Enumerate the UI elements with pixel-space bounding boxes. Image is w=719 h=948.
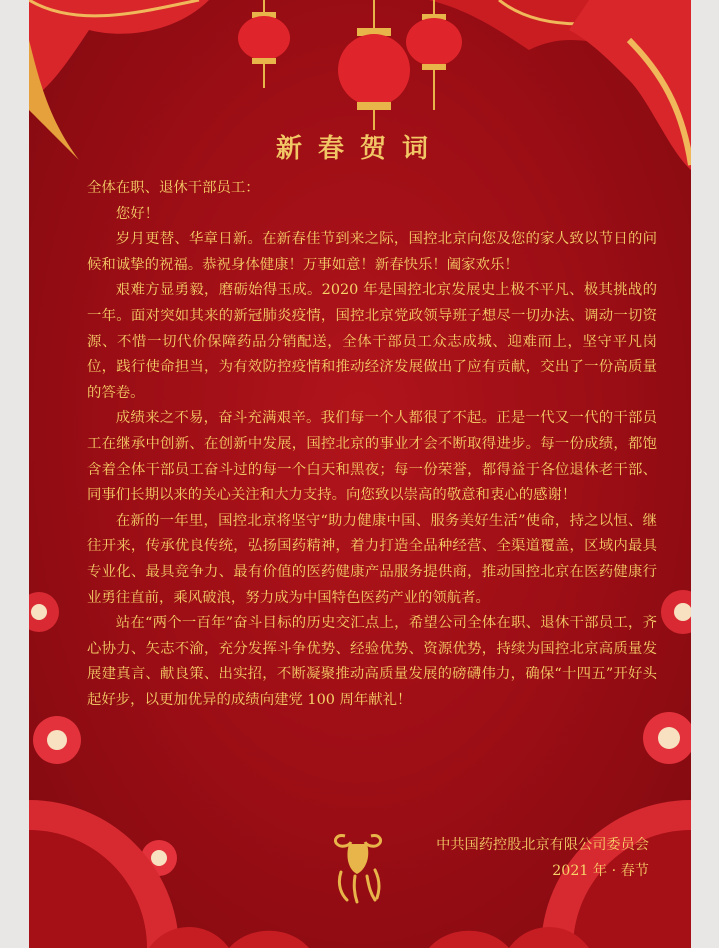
lantern-right: [406, 0, 462, 110]
cloud-left: [149, 927, 309, 948]
salutation: 全体在职、退休干部员工：: [87, 180, 260, 196]
greeting: 您好！: [115, 205, 159, 222]
paragraph-3: 成绩来之不易，奋斗充满艰辛。我们每一个人都很了不起。正是一代又一代的干部员工在继承中创新、在创新中发展，国控北京的事业才会不断取得进步。每一份成绩，都饱含着全体干部员工奋斗过的每一个白天和黑夜；每一份荣誉，都得益于各位退休老干部、同事们长期以来的关心关注和大力支持。向您致以崇高的敬意和衷心的感谢！: [87, 410, 657, 504]
paragraph-5: 站在“两个一百年”奋斗目标的历史交汇点上，希望公司全体在职、退休干部员工，齐心协力、矢志不渝，充分发挥斗争优势、经验优势、资源优势，持续为国控北京高质量发展建真言、献良策、出实招，不断凝聚推动高质量发展的磅礴伟力，确保“十四五”开好头起好步，以更加优异的成绩向建党 100 周年献礼！: [87, 615, 657, 708]
letter-body: [87, 176, 657, 713]
greeting-card: [29, 0, 691, 948]
signature-date: 2021 年 · 春节: [552, 863, 649, 879]
plum-blossom-right: [661, 590, 691, 634]
page-title: 新春贺词: [275, 134, 444, 164]
lantern-left: [238, 0, 290, 88]
paragraph-1: 岁月更替、华章日新。在新春佳节到来之际，国控北京向您及您的家人致以节日的问候和诚挚的祝福。恭祝身体健康！万事如意！新春快乐！阖家欢乐！: [87, 231, 657, 273]
ox-icon: [327, 828, 389, 904]
paragraph-2: 艰难方显勇毅，磨砺始得玉成。2020 年是国控北京发展史上极不平凡、极其挑战的一年。面对突如其来的新冠肺炎疫情，国控北京党政领导班子想尽一切办法、调动一切资源、不惜一切代价保障药品分销配送，全体干部员工众志成城、迎难而上，坚守平凡岗位，践行使命担当，为有效防控疫情和推动经济发展做出了应有贡献，交出了一份高质量的答卷。: [87, 282, 657, 401]
right-margin: [691, 0, 719, 948]
left-margin: [0, 0, 29, 948]
cloud-right: [429, 927, 589, 948]
paragraph-4: 在新的一年里，国控北京将坚守“助力健康中国、服务美好生活”使命，持之以恒、继往开来，传承优良传统，弘扬国药精神，着力打造全品种经营、全渠道覆盖，区域内最具专业化、最具竞争力、最有价值的医药健康产品服务提供商，推动国控北京在医药健康行业勇往直前，乘风破浪，努力成为中国特色医药产业的领航者。: [87, 512, 657, 606]
signature-block: [389, 832, 649, 884]
signature-org: 中共国药控股北京有限公司委员会: [436, 837, 649, 853]
lantern-center: [338, 0, 410, 130]
plum-blossom-left: [29, 592, 59, 632]
plum-blossom-bottom-right: [643, 712, 691, 764]
